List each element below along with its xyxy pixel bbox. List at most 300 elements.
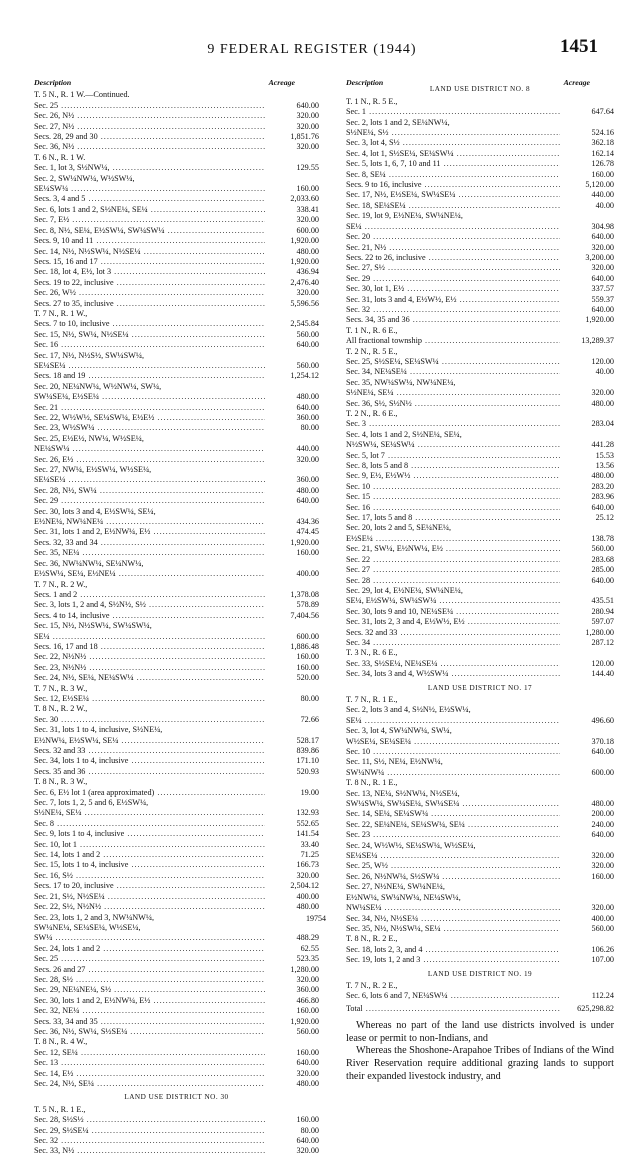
entry-acreage: 33.40 (300, 839, 319, 849)
entry-acreage: 320.00 (296, 288, 319, 298)
entry-description: SE¼SW¼ ..... (34, 184, 265, 194)
entry-row (34, 475, 319, 485)
entry-acreage: 435.51 (591, 596, 614, 606)
entry-row (346, 607, 614, 617)
entry-description: Sec. 9, lots 1 to 4, inclusive ..... (34, 829, 265, 839)
entry-heading-row (34, 798, 319, 808)
entry-row (34, 1006, 319, 1016)
entry-row (346, 159, 614, 169)
entry-row (34, 673, 319, 683)
entry-acreage: 72.66 (300, 714, 319, 724)
entry-row (346, 513, 614, 523)
entry-acreage: 640.00 (591, 304, 614, 314)
entry-acreage: 280.94 (591, 606, 614, 616)
entry-acreage: 338.41 (296, 204, 319, 214)
entry-row (34, 538, 319, 548)
entry-acreage: 2,545.84 (290, 319, 319, 329)
entry-description: Sec. 10 ..... (346, 482, 560, 492)
entry-description: T. 5 N., R. 1 W.—Continued. (34, 90, 130, 100)
entry-row (346, 820, 614, 830)
entry-description: SE¼ ..... (34, 632, 265, 642)
entry-row (34, 996, 319, 1006)
entry-acreage: 200.00 (591, 809, 614, 819)
entry-acreage: 496.60 (591, 715, 614, 725)
entry-row (346, 924, 614, 934)
entry-description: Secs. 27 to 35, inclusive ..... (34, 299, 265, 309)
entry-row (34, 215, 319, 225)
entry-description: Sec. 24, lots 1 and 2 ..... (34, 944, 265, 954)
entry-row (34, 340, 319, 350)
entry-acreage: 560.00 (591, 544, 614, 554)
entry-row (346, 461, 614, 471)
entry-acreage: 13,289.37 (581, 336, 614, 346)
entry-description: Sec. 19, lot 9, E½NE¼, SW¼NE¼, (346, 211, 463, 221)
entry-row (346, 628, 614, 638)
entry-row (34, 819, 319, 829)
entry-description: Sec. 23, W½SW¼ ..... (34, 423, 265, 433)
entry-description: Sec. 34, NE¼SE¼ ..... (346, 367, 560, 377)
entry-row (346, 149, 614, 159)
entry-row (34, 1027, 319, 1037)
entry-acreage: 440.00 (296, 444, 319, 454)
entry-description: Sec. 22, N½N½ ..... (34, 652, 265, 662)
entry-description: Secs. 9 to 16, inclusive ..... (346, 180, 560, 190)
entry-acreage: 304.98 (591, 221, 614, 231)
entry-row (34, 236, 319, 246)
entry-description: T. 1 N., R. 6 E., (346, 325, 398, 335)
entry-acreage: 320.00 (591, 903, 614, 913)
entry-description: T. 8 N., R. 1 E., (346, 778, 398, 788)
entry-row (34, 1058, 319, 1068)
entry-acreage: 71.25 (300, 850, 319, 860)
entry-acreage: 1,254.12 (290, 371, 319, 381)
entry-row (346, 419, 614, 429)
entry-acreage: 13.56 (595, 461, 614, 471)
entry-heading-row (34, 1105, 319, 1115)
entry-description: Secs. 7 to 10, inclusive ..... (34, 319, 265, 329)
entry-description: Sec. 28 ..... (346, 576, 560, 586)
entry-acreage: 283.20 (591, 481, 614, 491)
entry-acreage: 62.55 (300, 943, 319, 953)
entry-row (346, 914, 614, 924)
entry-row (34, 1017, 319, 1027)
entry-description: Sec. 15 ..... (346, 492, 560, 502)
entry-acreage: 120.00 (591, 658, 614, 668)
entry-acreage: 1,886.48 (290, 641, 319, 651)
entry-row (34, 413, 319, 423)
entry-row (346, 190, 614, 200)
entry-description: Sec. 15, N½, SW¼, N½SE¼ ..... (34, 330, 265, 340)
entry-heading-row (34, 507, 319, 517)
entry-acreage: 1,851.76 (290, 132, 319, 142)
entry-description: E½SW¼, SE¼, E½NE¼ ..... (34, 569, 265, 579)
entry-row (34, 788, 319, 798)
entry-acreage: 3,200.00 (585, 252, 614, 262)
entry-row (34, 611, 319, 621)
entry-description: Sec. 34 ..... (346, 638, 560, 648)
entry-acreage: 171.10 (296, 756, 319, 766)
entry-row (34, 590, 319, 600)
entry-row (34, 663, 319, 673)
entry-row (34, 278, 319, 288)
entry-description: Sec. 20, lots 2 and 5, SE¼NE¼, (346, 523, 452, 533)
entry-description: Sec. 31, lots 1 to 4, inclusive, S½NE¼, (34, 725, 163, 735)
entry-description: Sec. 23 ..... (346, 830, 560, 840)
entry-row (34, 392, 319, 402)
entry-row (346, 830, 614, 840)
entry-description: Sec. 15, N½, N½SW¼, SW¼SW¼, (34, 621, 152, 631)
entry-row (346, 534, 614, 544)
entry-row (34, 715, 319, 725)
entry-heading-row (346, 326, 614, 336)
entry-row (34, 1079, 319, 1089)
total-row (346, 1004, 614, 1014)
entry-description: S½NE¼, SE¼ ..... (34, 808, 265, 818)
entry-heading-row (346, 378, 614, 388)
entry-description: Sec. 5, lots 1, 6, 7, 10 and 11 ..... (346, 159, 560, 169)
entry-row (346, 180, 614, 190)
entry-heading-row (34, 725, 319, 735)
entry-description: Sec. 6, lots 1 and 2, S½NE¼, SE¼ ..... (34, 205, 265, 215)
entry-row (346, 471, 614, 481)
entry-acreage: 597.07 (591, 617, 614, 627)
entry-acreage: 1,378.08 (290, 589, 319, 599)
entry-description: N½SW¼, SE¼SW¼ ..... (346, 440, 560, 450)
entry-heading-row (34, 309, 319, 319)
entry-row (346, 253, 614, 263)
entry-acreage: 126.78 (591, 159, 614, 169)
entry-acreage: 337.57 (591, 284, 614, 294)
entry-description: Sec. 32, NE¼ ..... (34, 1006, 265, 1016)
entry-description: Secs. 35 and 36 ..... (34, 767, 265, 777)
entry-description: SW¼SE¼, E½SE¼ ..... (34, 392, 265, 402)
entry-acreage: 112.24 (591, 991, 614, 1001)
entry-description: Sec. 14, N½, N½SW¼, N½SE¼ ..... (34, 247, 265, 257)
entry-description: Secs. 32 and 33 ..... (34, 746, 265, 756)
entry-description: Sec. 36, N½ ..... (34, 142, 265, 152)
entry-description: Sec. 30, lots 1 and 2, E½NW¼, E½ ..... (34, 996, 265, 1006)
entry-row (34, 632, 319, 642)
entry-heading-row (34, 382, 319, 392)
entry-description: T. 7 N., R. 1 W., (34, 308, 88, 318)
entry-row (346, 903, 614, 913)
entry-description: Sec. 35, NE¼ ..... (34, 548, 265, 558)
entry-description: SW¼SW¼, SW¼SE¼, SW¼SE¼ ..... (346, 799, 560, 809)
entry-row (346, 399, 614, 409)
entry-acreage: 434.36 (296, 517, 319, 527)
entry-heading-row (34, 777, 319, 787)
entry-description: Sec. 10 ..... (346, 747, 560, 757)
entry-acreage: 1,920.00 (290, 1016, 319, 1026)
description-heading: Description (346, 78, 384, 87)
entry-acreage: 162.14 (591, 148, 614, 158)
entry-row (34, 132, 319, 142)
entry-acreage: 436.94 (296, 267, 319, 277)
entry-acreage: 40.00 (595, 200, 614, 210)
entry-row (346, 737, 614, 747)
entry-row (34, 975, 319, 985)
entry-row (346, 367, 614, 377)
entry-row (346, 991, 614, 1001)
entry-acreage: 2,476.40 (290, 277, 319, 287)
entry-description: T. 5 N., R. 1 E., (34, 1104, 86, 1114)
entry-description: T. 8 N., R. 2 W., (34, 704, 88, 714)
entry-description: T. 7 N., R. 3 W., (34, 683, 88, 693)
entry-acreage: 600.00 (591, 767, 614, 777)
entry-row (346, 232, 614, 242)
entry-description: Secs. 17 to 20, inclusive ..... (34, 881, 265, 891)
entry-description: T. 2 N., R. 6 E., (346, 409, 398, 418)
entry-heading-row (346, 347, 614, 357)
entry-description: E½NE¼, NW¼NE¼ ..... (34, 517, 265, 527)
entry-acreage: 320.00 (591, 388, 614, 398)
entry-row (34, 642, 319, 652)
entry-acreage: 360.00 (296, 413, 319, 422)
entry-description: Sec. 28, N½, SW¼ ..... (34, 486, 265, 496)
entry-acreage: 578.89 (296, 600, 319, 610)
entry-acreage: 480.00 (591, 799, 614, 809)
entry-heading-row (346, 586, 614, 596)
entry-description: Sec. 22, S½, N½N½ ..... (34, 902, 265, 912)
entry-heading-row (34, 174, 319, 184)
entry-row (34, 527, 319, 537)
entry-description: Secs. 34, 35 and 36 ..... (346, 315, 560, 325)
entry-row (34, 965, 319, 975)
entry-description: Sec. 32 ..... (34, 1136, 265, 1146)
entry-description: SW¼NW¼ ..... (346, 768, 560, 778)
entry-acreage: 320.00 (296, 1146, 319, 1156)
entry-description: Sec. 24, W½W½, SE¼SW¼, W½SE¼, (346, 840, 476, 850)
entry-acreage: 600.00 (296, 631, 319, 641)
entry-row (34, 1146, 319, 1156)
entry-description: Sec. 28, S½ ..... (34, 975, 265, 985)
entry-row (346, 544, 614, 554)
entry-row (346, 955, 614, 965)
entry-acreage: 40.00 (595, 367, 614, 377)
entry-description: Sec. 27 ..... (346, 565, 560, 575)
entry-description: Sec. 28, S½S½ ..... (34, 1115, 265, 1125)
entry-description: Sec. 25 ..... (34, 101, 265, 111)
entry-description: Sec. 20, NE¼NW¼, W½NW¼, SW¼, (34, 381, 162, 391)
entry-description: Sec. 35, NW¼SW¼, NW¼NE¼, (346, 377, 456, 387)
entry-description: Sec. 35, N½, N½SW¼, SE¼ ..... (346, 924, 560, 934)
entry-row (34, 954, 319, 964)
entry-row (346, 638, 614, 648)
entry-row (346, 440, 614, 450)
entry-acreage: 520.00 (296, 673, 319, 683)
entry-description: Sec. 30, lots 9 and 10, NE¼SE¼ ..... (346, 607, 560, 617)
entry-acreage: 560.00 (296, 360, 319, 370)
entry-acreage: 474.45 (296, 527, 319, 537)
left-entries (34, 90, 319, 1089)
entry-row (346, 659, 614, 669)
entry-row (346, 284, 614, 294)
district-heading-19: LAND USE DISTRICT NO. 19 (427, 969, 533, 978)
entry-description: Secs. 15, 16 and 17 ..... (34, 257, 265, 267)
entry-description: SE¼ ..... (346, 222, 560, 232)
entry-description: T. 7 N., R. 2 E., (346, 980, 398, 990)
entry-acreage: 480.00 (296, 902, 319, 912)
entry-row (346, 768, 614, 778)
entry-row (34, 330, 319, 340)
entry-acreage: 400.00 (296, 891, 319, 901)
entry-description: Sec. 8 ..... (34, 819, 265, 829)
entry-acreage: 320.00 (296, 1068, 319, 1078)
entry-row (346, 336, 614, 346)
entry-description: Sec. 21 ..... (34, 403, 265, 413)
entry-description: Sec. 26, N½NW¼, S½SW¼ ..... (346, 872, 560, 882)
entry-row (346, 170, 614, 180)
entry-description: Sec. 12, SE¼ ..... (34, 1048, 265, 1058)
entry-description: Sec. 3, lot 4, SW¼NW¼, SW¼, (346, 726, 452, 736)
entry-acreage: 1,920.00 (290, 537, 319, 547)
entry-heading-row (34, 351, 319, 361)
entry-row (34, 299, 319, 309)
entry-acreage: 283.68 (591, 554, 614, 564)
entry-description: Sec. 17, lots 5 and 8 ..... (346, 513, 560, 523)
entry-acreage: 528.17 (296, 735, 319, 745)
entry-acreage: 1,280.00 (585, 627, 614, 637)
entry-description: Sec. 25, E½E½, NW¼, W½SE¼, (34, 433, 144, 443)
entry-row (34, 247, 319, 257)
entry-description: Secs. 1 and 2 ..... (34, 590, 265, 600)
entry-acreage: 120.00 (591, 356, 614, 366)
entry-description: Secs. 32, 33 and 34 ..... (34, 538, 265, 548)
entry-acreage: 480.00 (296, 246, 319, 256)
entry-row (34, 850, 319, 860)
entry-acreage: 160.00 (296, 1047, 319, 1057)
entry-description: NW¼SE¼ ..... (346, 903, 560, 913)
entry-row (346, 138, 614, 148)
entry-description: Sec. 24, N½, SE¼ ..... (34, 1079, 265, 1089)
entry-row (346, 107, 614, 117)
entry-acreage: 144.40 (591, 669, 614, 679)
entry-heading-row (346, 981, 614, 991)
entry-description: S½NE¼, S½ ..... (346, 128, 560, 138)
entry-acreage: 132.93 (296, 808, 319, 818)
entry-description: SE¼, E½SW¼, SW¼SW¼ ..... (346, 596, 560, 606)
entry-description: Sec. 25, S½SE¼, SE¼SW¼ ..... (346, 357, 560, 367)
entry-row (34, 423, 319, 433)
entry-heading-row (346, 778, 614, 788)
entry-row (346, 565, 614, 575)
entry-row (346, 315, 614, 325)
entry-row (346, 851, 614, 861)
entry-row (346, 388, 614, 398)
right-entries-district-17 (346, 695, 614, 966)
entry-description: Sec. 22 ..... (346, 555, 560, 565)
entry-description: Sec. 5, lot 7 ..... (346, 451, 560, 461)
entry-acreage: 480.00 (591, 398, 614, 408)
entry-description: Sec. 1, lot 3, S½NW¼, ..... (34, 163, 265, 173)
entry-description: Sec. 29 ..... (346, 274, 560, 284)
entry-description: T. 2 N., R. 5 E., (346, 346, 398, 356)
entry-row (34, 746, 319, 756)
entry-row (34, 1126, 319, 1136)
entry-row (34, 902, 319, 912)
entry-heading-row (346, 97, 614, 107)
entry-row (346, 305, 614, 315)
entry-heading-row (34, 923, 319, 933)
entry-acreage: 320.00 (591, 242, 614, 252)
entry-acreage: 466.80 (296, 995, 319, 1005)
entry-description: SE¼ ..... (346, 716, 560, 726)
entry-acreage: 160.00 (591, 871, 614, 881)
entry-acreage: 160.00 (296, 662, 319, 672)
entry-row (34, 288, 319, 298)
entry-description: Sec. 14, lots 1 and 2 ..... (34, 850, 265, 860)
entry-row (34, 486, 319, 496)
entry-acreage: 480.00 (591, 471, 614, 481)
entry-row (34, 226, 319, 236)
entry-acreage: 320.00 (591, 263, 614, 273)
district-heading-8: LAND USE DISTRICT NO. 8 (429, 85, 531, 94)
entry-heading-row (346, 523, 614, 533)
entry-acreage: 2,504.12 (290, 881, 319, 891)
entry-row (34, 455, 319, 465)
entry-acreage: 360.00 (296, 475, 319, 485)
total-value: 625,298.82 (577, 1003, 614, 1013)
entry-acreage: 480.00 (296, 392, 319, 402)
entry-acreage: 160.00 (296, 548, 319, 558)
entry-description: Sec. 16, S½ ..... (34, 871, 265, 881)
entry-description: T. 3 N., R. 6 E., (346, 648, 398, 658)
entry-acreage: 160.00 (296, 652, 319, 662)
entry-heading-row (346, 211, 614, 221)
entry-description: E½NW¼, E½SW¼, SE¼ ..... (34, 736, 265, 746)
entry-row (34, 444, 319, 454)
entry-row (34, 808, 319, 818)
entry-acreage: 1,920.00 (290, 236, 319, 246)
entry-description: Sec. 31, lots 1 and 2, E½NW¼, E½ ..... (34, 527, 265, 537)
entry-acreage: 640.00 (296, 1058, 319, 1068)
entry-description: Sec. 7, E½ ..... (34, 215, 265, 225)
entry-heading-row (346, 934, 614, 944)
entry-acreage: 166.73 (296, 860, 319, 870)
entry-description: SE¼SE¼ ..... (34, 475, 265, 485)
entry-description: Sec. 25 ..... (34, 954, 265, 964)
entry-description: Sec. 22, W½W½, SE¼SW¼, E½E½ ..... (34, 413, 265, 423)
entry-heading-row (34, 465, 319, 475)
entry-acreage: 106.26 (591, 944, 614, 954)
entry-description: W½SE¼, SE¼SE¼ ..... (346, 737, 560, 747)
entry-acreage: 1,920.00 (585, 315, 614, 325)
entry-acreage: 19.00 (300, 787, 319, 797)
entry-row (346, 263, 614, 273)
entry-description: Sec. 33, S½SE¼, NE¼SE¼ ..... (346, 659, 560, 669)
entry-row (34, 205, 319, 215)
right-column (346, 78, 614, 1083)
description-heading: Description (34, 78, 72, 87)
entry-description: Sec. 23, lots 1, 2 and 3, NW¼NW¼, (34, 912, 155, 922)
entry-description: Sec. 22, SE¼NE¼, SE¼SW¼, SE¼ ..... (346, 820, 560, 830)
entry-row (34, 163, 319, 173)
entry-description: SE¼SE¼ ..... (34, 361, 265, 371)
entry-description: Sec. 17, N½, N½S½, SW¼SW¼, (34, 350, 145, 360)
entry-row (34, 881, 319, 891)
entry-acreage: 640.00 (591, 830, 614, 840)
entry-acreage: 480.00 (296, 1079, 319, 1088)
entry-row (34, 111, 319, 121)
entry-description: Sec. 1 ..... (346, 107, 560, 117)
entry-acreage: 560.00 (296, 329, 319, 339)
entry-acreage: 7,404.56 (290, 610, 319, 620)
entry-description: Sec. 27, N½ ..... (34, 122, 265, 132)
entry-row (34, 944, 319, 954)
entry-acreage: 488.29 (296, 933, 319, 943)
entry-row (34, 871, 319, 881)
entry-acreage: 839.86 (296, 746, 319, 755)
